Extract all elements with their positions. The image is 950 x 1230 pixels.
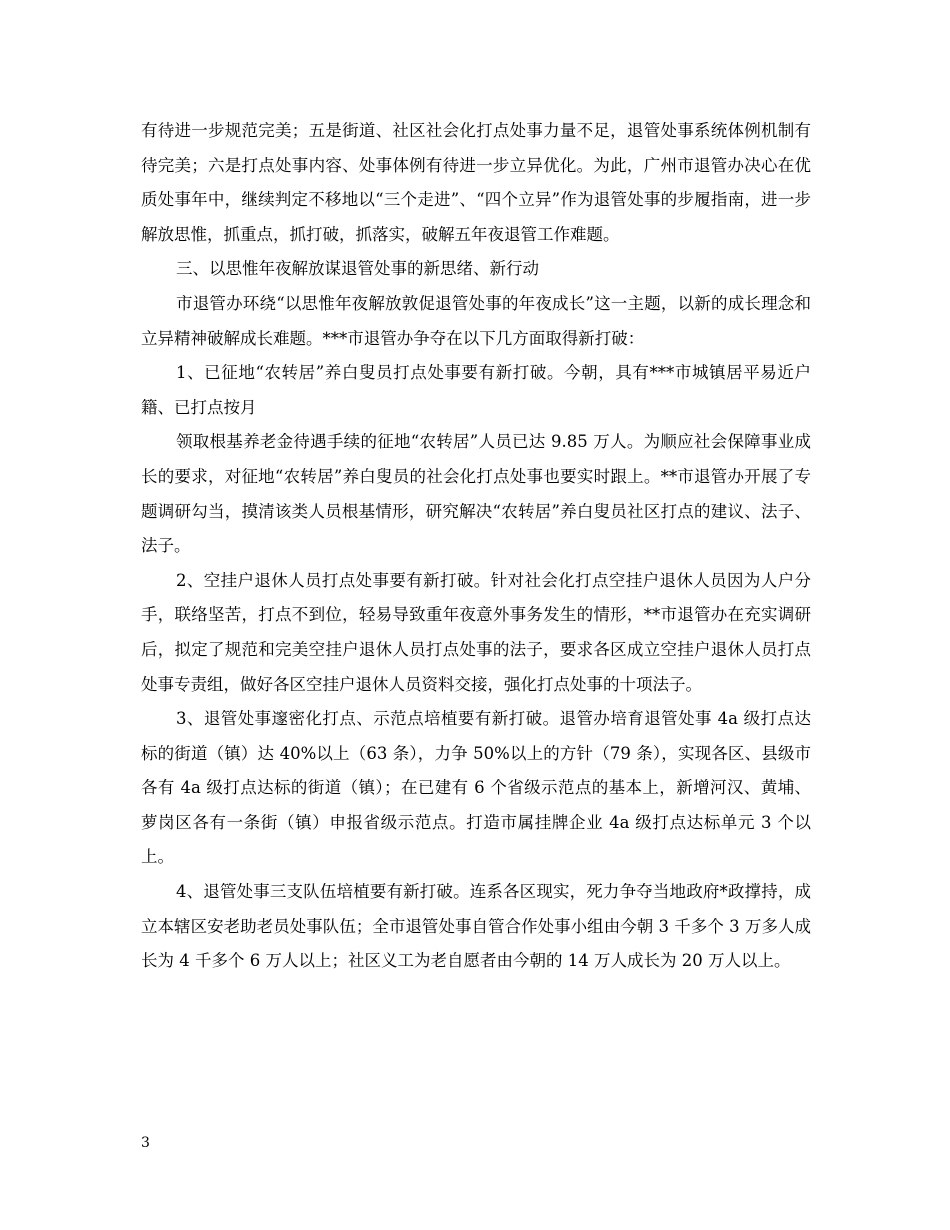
item-4: 4、退管处事三支队伍培植要有新打破。连系各区现实，死力争夺当地政府*政撑持，成立本辖区安老助老员处事队伍；全市退管处事自管合作处事小组由今朝 3 千多个 3 万多人成长为 4 千多个 6 万人以上；社区义工为老自愿者由今朝的 14 万人成长为 20 万人以上。 [141,882,811,971]
paragraph-intro: 市退管办环绕“以思惟年夜解放敦促退管处事的年夜成长”这一主题，以新的成长理念和立异精神破解成长难题。***市退管办争夺在以下几方面取得新打破： [141,293,811,348]
item-2: 2、空挂户退休人员打点处事要有新打破。针对社会化打点空挂户退休人员因为人户分手，联络坚苦，打点不到位，轻易导致重年夜意外事务发生的情形，**市退管办在充实调研后，拟定了规范和完美空挂户退休人员打点处事的法子，要求各区成立空挂户退休人员打点处事专责组，做好各区空挂户退休人员资料交接，强化打点处事的十项法子。 [141,570,811,694]
paragraph-1: 有待进一步规范完美；五是街道、社区社会化打点处事力量不足，退管处事系统体例机制有待完美；六是打点处事内容、处事体例有待进一步立异优化。为此，广州市退管办决心在优质处事年中，继续判定不移地以“三个走进”、“四个立异”作为退管处事的步履指南，进一步解放思惟，抓重点，抓打破，抓落实，破解五年夜退管工作难题。 [141,121,811,244]
section-heading-3: 三、以思惟年夜解放谋退管处事的新思绪、新行动 [176,259,539,279]
item-3: 3、退管处事邃密化打点、示范点培植要有新打破。退管办培育退管处事 4a 级打点达标的街道（镇）达 40%以上（63 条），力争 50%以上的方针（79 条），实现各区、县级市各有 4a 级打点达标的街道（镇）；在已建有 6 个省级示范点的基本上，新增河汉、黄埔、萝岗区各有一条街（镇）申报省级示范点。打造市属挂牌企业 4a 级打点达标单元 3 个以上。 [141,709,811,867]
item-1-part-b: 领取根基养老金待遇手续的征地“农转居”人员已达 9.85 万人。为顺应社会保障事业成长的要求，对征地“农转居”养白叟员的社会化打点处事也要实时跟上。**市退管办开展了专题调研勾当，摸清该类人员根基情形，研究解决“农转居”养白叟员社区打点的建议、法子、法子。 [141,432,811,556]
body-text [141,114,811,979]
page-number: 3 [141,1135,150,1151]
item-1-part-a: 1、已征地“农转居”养白叟员打点处事要有新打破。今朝，具有***市城镇居平易近户籍、已打点按月 [141,363,811,417]
